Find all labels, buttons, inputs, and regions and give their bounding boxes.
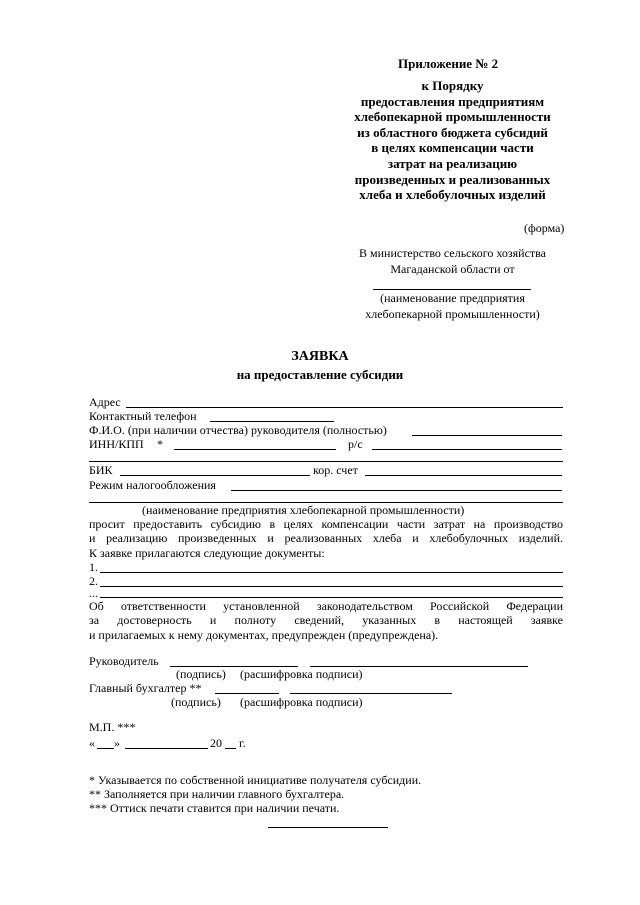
accountant-label: Главный бухгалтер **	[89, 681, 202, 695]
request-text-line: и реализацию произведенных и реализованных хлеба и хлебобулочных изделий.	[89, 531, 563, 545]
caption-line: хлебопекарной промышленности)	[365, 307, 540, 321]
document-title: ЗАЯВКА	[291, 349, 349, 364]
footnote: * Указывается по собственной инициативе получателя субсидии.	[89, 773, 422, 787]
inn-label: ИНН/КПП	[89, 437, 144, 451]
addressee-caption	[345, 291, 560, 321]
date-month-field[interactable]	[125, 748, 208, 749]
doc-item-field[interactable]	[100, 572, 563, 573]
accountant-signature-field[interactable]	[215, 693, 279, 694]
docs-intro: К заявке прилагаются следующие документы:	[89, 546, 325, 560]
caption-line: (наименование предприятия	[380, 291, 525, 305]
footnote: ** Заполняется при наличии главного бухгалтера.	[89, 787, 345, 801]
stamp-label: М.П. ***	[89, 720, 136, 734]
director-label: Ф.И.О. (при наличии отчества) руководителя (полностью)	[89, 423, 387, 437]
request-text-line: просит предоставить субсидию в целях компенсации части затрат на производство	[89, 517, 563, 531]
doc-item-number: 1.	[89, 560, 98, 574]
footnote: *** Оттиск печати ставится при наличии печати.	[89, 801, 340, 815]
addressee-block	[345, 246, 560, 276]
corr-field[interactable]	[365, 475, 562, 476]
doc-item-field[interactable]	[100, 586, 563, 587]
form-label: (форма)	[524, 221, 565, 235]
header-line: произведенных и реализованных	[354, 171, 551, 187]
appendix-number: Приложение № 2	[398, 56, 499, 71]
header-line: в целях компенсации части	[371, 140, 534, 156]
header-line: из областного бюджета субсидий	[357, 124, 548, 140]
header-line: хлебопекарной промышленности	[354, 109, 551, 125]
addressee-line: Магаданской области от	[390, 262, 515, 276]
account-field[interactable]	[372, 449, 562, 450]
document-subtitle: на предоставление субсидии	[236, 367, 404, 382]
header-line: затрат на реализацию	[387, 155, 518, 171]
appendix-header	[330, 78, 575, 203]
address-label: Адрес	[89, 395, 121, 409]
phone-field[interactable]	[210, 421, 334, 422]
addressee-line: В министерство сельского хозяйства	[359, 246, 546, 260]
accountant-decode-field[interactable]	[290, 693, 452, 694]
date-year-suffix: г.	[239, 736, 246, 750]
responsibility-line: и прилагаемых к нему документах, предупрежден (предупреждена).	[89, 628, 439, 642]
tax-label: Режим налогообложения	[89, 478, 216, 492]
director-field[interactable]	[412, 435, 562, 436]
corr-label: кор. счет	[313, 463, 358, 477]
addressee-underline	[373, 289, 531, 290]
decode-caption: (расшифровка подписи)	[240, 695, 363, 709]
signature-caption: (подпись)	[171, 695, 221, 709]
bik-label: БИК	[89, 463, 113, 477]
bik-field[interactable]	[120, 475, 310, 476]
blank-line[interactable]	[89, 461, 563, 462]
date-open-quote: «	[89, 736, 95, 750]
date-year-prefix: 20	[210, 736, 222, 750]
inn-field[interactable]	[174, 449, 336, 450]
date-day-field[interactable]	[97, 748, 114, 749]
responsibility-line: Об ответственности установленной законодательством Российской Федерации	[89, 599, 563, 613]
head-label: Руководитель	[89, 654, 159, 668]
inn-asterisk: *	[157, 437, 163, 451]
address-field[interactable]	[126, 407, 563, 408]
decode-caption: (расшифровка подписи)	[240, 667, 363, 681]
header-line: хлеба и хлебобулочных изделий	[359, 187, 546, 203]
date-close-quote: »	[114, 736, 120, 750]
tax-field[interactable]	[231, 490, 562, 491]
doc-item-more: ...	[89, 586, 98, 600]
signature-caption: (подпись)	[176, 667, 226, 681]
doc-item-field[interactable]	[100, 597, 563, 598]
responsibility-line: за достоверность и полноту сведений, указанных в настоящей заявке	[89, 613, 563, 627]
doc-item-number: 2.	[89, 574, 98, 588]
phone-label: Контактный телефон	[89, 409, 197, 423]
date-year-field[interactable]	[225, 748, 236, 749]
header-line: к Порядку	[421, 78, 484, 93]
account-label: р/с	[348, 437, 363, 451]
end-divider	[268, 827, 388, 828]
header-line: предоставления предприятиям	[360, 93, 545, 109]
enterprise-name-caption: (наименование предприятия хлебопекарной промышленности)	[142, 503, 465, 517]
